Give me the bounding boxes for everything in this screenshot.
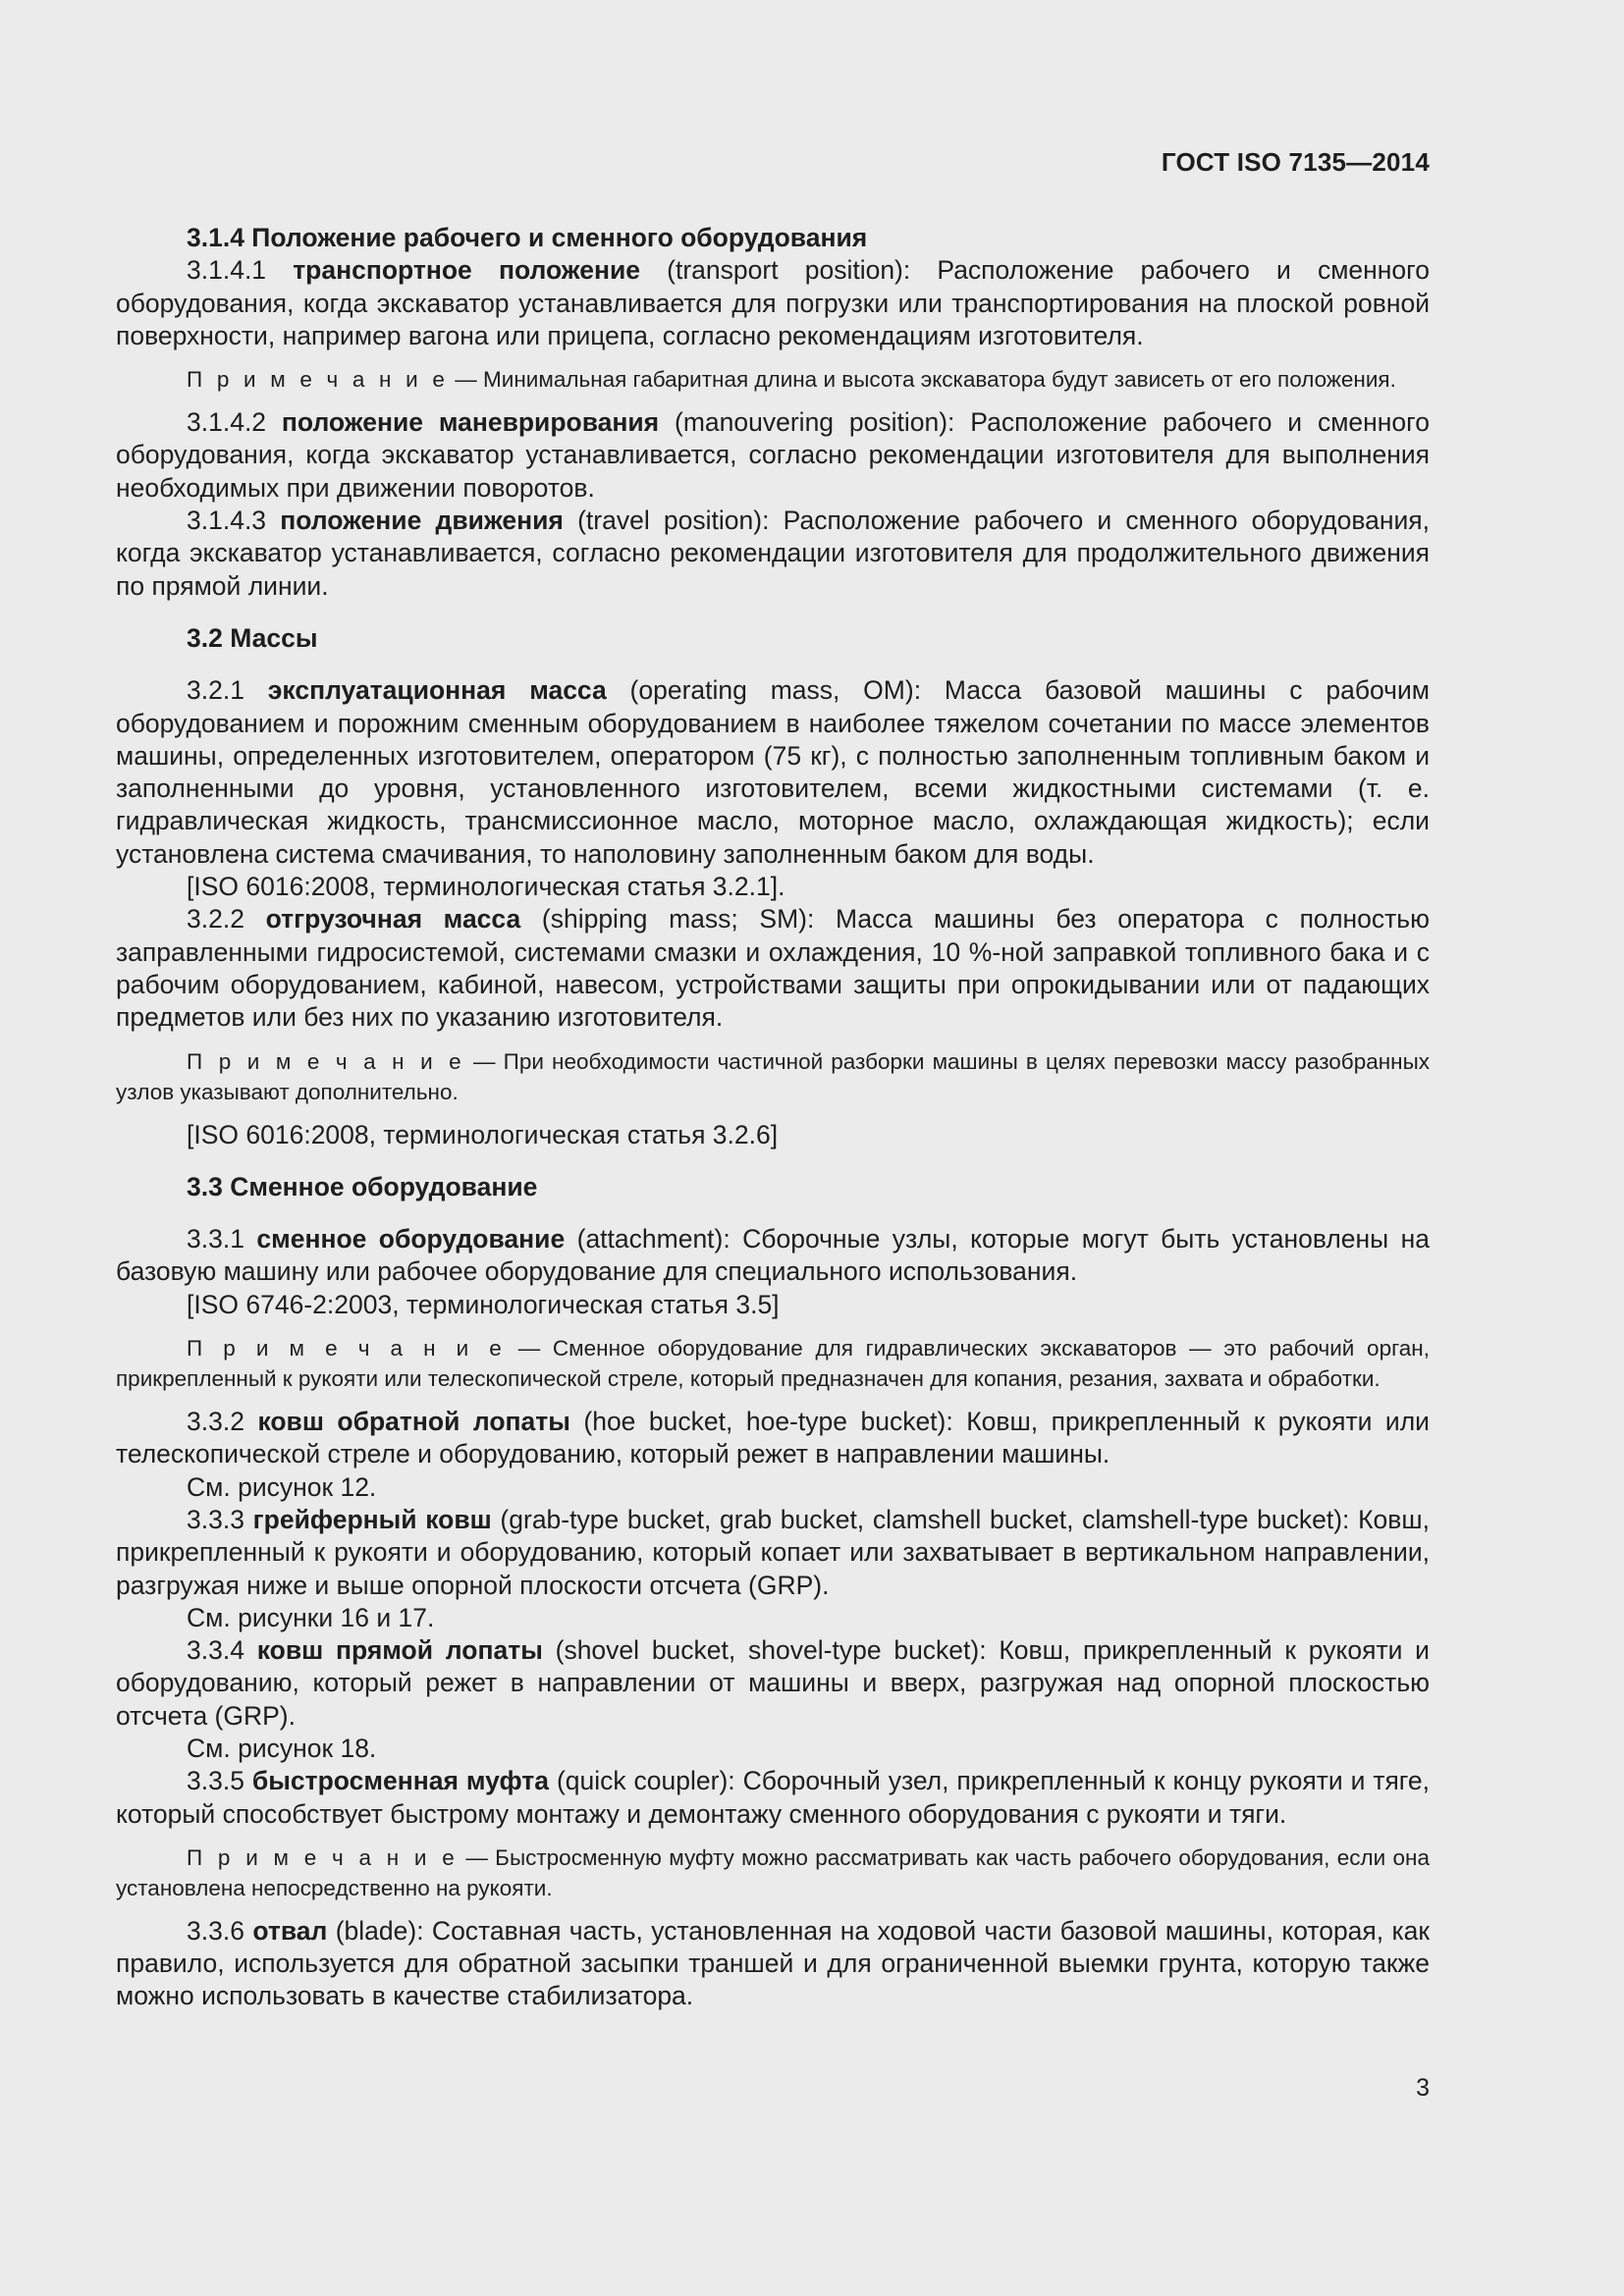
term-definition: (travel position): Расположение рабочего и сменного оборудования, когда экскаватор устанавливается, согласно рекомендации изготовителя для продолжительного движения по прямой линии.	[116, 506, 1430, 601]
note-label: П р и м е ч а н и е	[187, 367, 450, 393]
term-definition: (hoe bucket, hoe-type bucket): Ковш, прикрепленный к рукояти или телескопической стреле и оборудованию, который режет в направлении машины.	[116, 1407, 1430, 1469]
section-heading-3-3: 3.3 Сменное оборудование	[187, 1171, 538, 1201]
term-definition: (shipping mass; SM): Масса машины без оператора с полностью заправленными гидросистемой, системами смазки и охлаждения, 10 %-ной заправкой топливного бака и с рабочим оборудованием, кабиной, навесом, устройствами защиты при опрокидывании или от падающих предметов или без них по указанию изготовителя.	[116, 904, 1430, 1033]
term-3-3-4	[116, 1634, 1430, 1733]
section-heading-3-2: 3.2 Массы	[187, 622, 318, 653]
reference-3: [ISO 6746-2:2003, терминологическая статья 3.5]	[187, 1289, 780, 1319]
document-header: ГОСТ ISO 7135—2014	[1161, 147, 1430, 177]
term-3-2-2	[116, 903, 1430, 1034]
term-definition: (operating mass, OM): Масса базовой машины с рабочим оборудованием и порожним сменным оборудованием в наиболее тяжелом сочетании по массе элементов машины, определенных изготовителем, оператором (75 кг), с полностью заполненным топливным баком и заполненными до уровня, установленного изготовителем, всеми жидкостными системами (т. е. гидравлическая жидкость, трансмиссионное масло, моторное масло, охлаждающая жидкость); если установлена система смачивания, то наполовину заполненным баком для воды.	[116, 675, 1430, 869]
term-3-3-2	[116, 1406, 1430, 1471]
term-definition: (shovel bucket, shovel-type bucket): Ковш, прикрепленный к рукояти и оборудованию, который режет в направлении от машины и вверх, разгружая над опорной плоскостью отсчета (GRP).	[116, 1635, 1430, 1731]
term-definition: (quick coupler): Сборочный узел, прикрепленный к концу рукояти и тяге, который способствует быстрому монтажу и демонтажу сменного оборудования с рукояти и тяги.	[116, 1766, 1430, 1829]
note-text: — Сменное оборудование для гидравлических экскаваторов — это рабочий орган, прикрепленный к рукояти или телескопической стреле, который предназначен для копания, резания, захвата и обработки.	[116, 1336, 1430, 1392]
note-label: П р и м е ч а н и е	[187, 1048, 465, 1074]
see-figure-2: См. рисунки 16 и 17.	[187, 1602, 435, 1632]
note-text: — Быстросменную муфту можно рассматривать как часть рабочего оборудования, если она установлена непосредственно на рукояти.	[116, 1844, 1430, 1900]
term-number: 3.3.3	[187, 1504, 244, 1534]
term-number: 3.1.4.3	[187, 506, 267, 536]
section-heading-3-1-4: 3.1.4 Положение рабочего и сменного оборудования	[187, 223, 868, 252]
term-number: 3.3.6	[187, 1915, 244, 1946]
see-figure-3: См. рисунок 18.	[187, 1733, 377, 1763]
term-definition: (attachment): Сборочные узлы, которые могут быть установлены на базовую машину или рабочее оборудование для специального использования.	[116, 1224, 1430, 1287]
term-3-3-6	[116, 1915, 1430, 2013]
term-definition: (manouvering position): Расположение рабочего и сменного оборудования, когда экскаватор устанавливается, согласно рекомендации изготовителя для выполнения необходимых при движении поворотов.	[116, 407, 1430, 503]
term-name: положение движения	[280, 506, 564, 536]
term-number: 3.2.1	[187, 675, 244, 706]
term-name: отвал	[252, 1915, 328, 1946]
term-name: эксплуатационная масса	[267, 675, 607, 706]
document-body	[116, 222, 1430, 2013]
note-label: П р и м е ч а н и е	[187, 1336, 507, 1362]
note-text: — Минимальная габаритная длина и высота экскаватора будут зависеть от его положения.	[449, 367, 1396, 393]
reference-2: [ISO 6016:2008, терминологическая статья 3.2.6]	[187, 1119, 779, 1149]
term-3-3-1	[116, 1223, 1430, 1289]
term-definition: (transport position): Расположение рабочего и сменного оборудования, когда экскаватор устанавливается для погрузки или транспортирования на плоской ровной поверхности, например вагона или прицепа, согласно рекомендациям изготовителя.	[116, 255, 1430, 350]
page-number: 3	[1416, 2074, 1430, 2102]
term-name: положение маневрирования	[281, 407, 660, 438]
note-3	[116, 1333, 1430, 1394]
term-number: 3.3.2	[187, 1407, 244, 1437]
term-3-3-5	[116, 1765, 1430, 1831]
reference-1: [ISO 6016:2008, терминологическая статья 3.2.1].	[187, 872, 785, 902]
term-3-1-4-3	[116, 505, 1430, 603]
term-name: грейферный ковш	[252, 1504, 492, 1534]
term-definition: (blade): Составная часть, установленная на ходовой части базовой машины, которая, как правило, используется для обратной засыпки траншей и для ограниченной выемки грунта, которую также можно использовать в качестве стабилизатора.	[116, 1915, 1430, 2011]
note-1	[116, 364, 1430, 395]
term-number: 3.3.1	[187, 1224, 244, 1255]
term-number: 3.3.5	[187, 1766, 244, 1796]
term-number: 3.1.4.1	[187, 255, 267, 286]
term-name: сменное оборудование	[256, 1224, 566, 1255]
see-figure-1: См. рисунок 12.	[187, 1471, 377, 1502]
note-2	[116, 1046, 1430, 1107]
term-name: быстросменная муфта	[251, 1766, 550, 1796]
term-definition: (grab-type bucket, grab bucket, clamshell bucket, clamshell-type bucket): Ковш, прикрепленный к рукояти и оборудованию, который копает или захватывает в вертикальном направлении, разгружая ниже и выше опорной плоскости отсчета (GRP).	[116, 1504, 1430, 1600]
term-name: транспортное положение	[293, 255, 641, 286]
term-number: 3.1.4.2	[187, 407, 267, 438]
term-number: 3.3.4	[187, 1635, 244, 1666]
term-3-3-3	[116, 1504, 1430, 1602]
term-name: ковш прямой лопаты	[256, 1635, 543, 1666]
note-text: — При необходимости частичной разборки машины в целях перевозки массу разобранных узлов указывают дополнительно.	[116, 1048, 1430, 1104]
note-label: П р и м е ч а н и е	[187, 1844, 459, 1870]
term-name: отгрузочная масса	[265, 904, 521, 934]
term-3-1-4-2	[116, 406, 1430, 505]
term-3-2-1	[116, 674, 1430, 871]
term-name: ковш обратной лопаты	[257, 1407, 570, 1437]
term-number: 3.2.2	[187, 904, 244, 934]
term-3-1-4-1	[116, 254, 1430, 352]
note-4	[116, 1842, 1430, 1903]
